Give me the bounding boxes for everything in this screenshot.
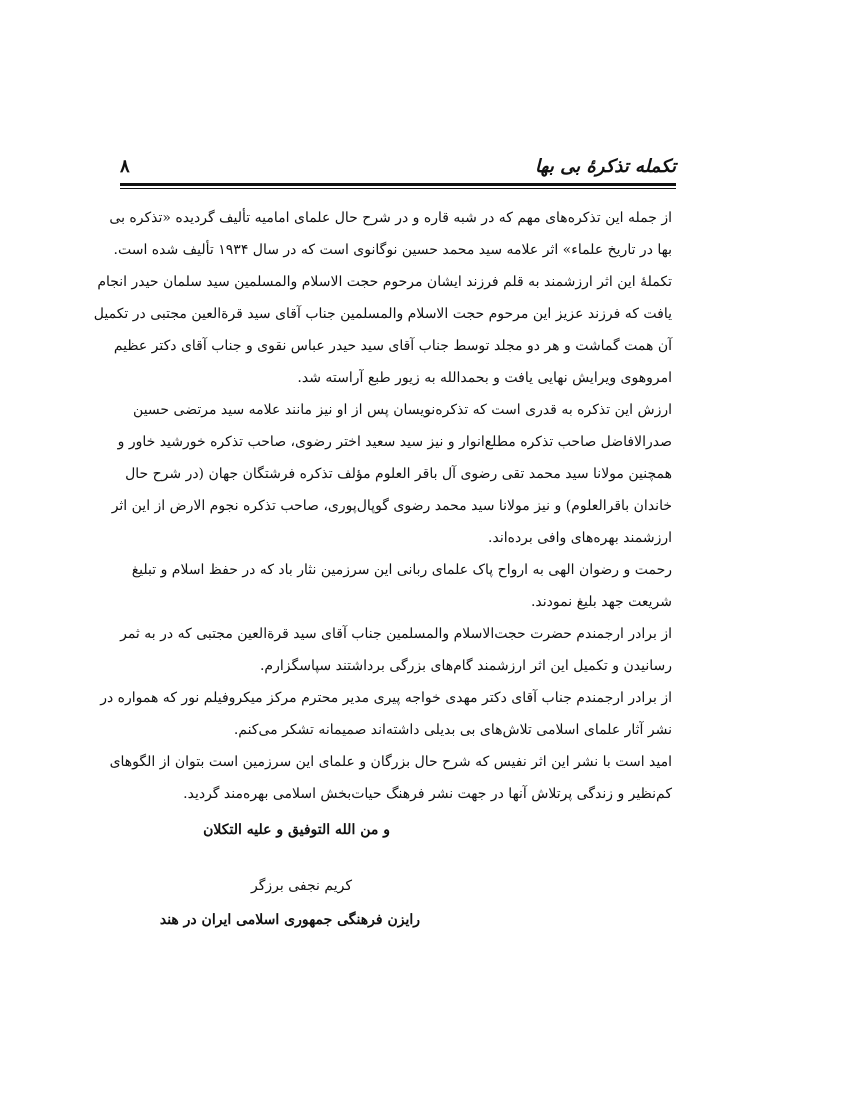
paragraph [109, 714, 672, 778]
body-text [93, 202, 672, 810]
text-line: صدرالافاضل صاحب تذکره مطلع‌انوار و نیز سید سعید اختر رضوی، صاحب تذکره خورشید خاور و [117, 434, 672, 450]
text-line: نشر آثار علمای اسلامی تلاش‌های بی بدیلی داشته‌اند صمیمانه تشکر می‌کنم. [233, 722, 672, 738]
page-header [120, 156, 676, 184]
text-line: ارزشمند بهره‌های وافی برده‌اند. [488, 530, 672, 546]
paragraph [93, 266, 672, 426]
closing-line: و من الله التوفیق و علیه التکلان [203, 822, 390, 838]
text-line: از برادر ارجمندم جناب آقای دکتر مهدی خواجه پیری مدیر محترم مرکز میکروفیلم نور که همواره در [100, 690, 672, 706]
text-line: همچنین مولانا سید محمد تقی رضوی آل باقر العلوم مؤلف تذکره فرشتگان جهان (در شرح حال [125, 466, 672, 482]
text-line: کم‌نظیر و زندگی پرتلاش آنها در جهت نشر فرهنگ حیات‌بخش اسلامی بهره‌مند گردید. [183, 786, 672, 802]
paragraph [111, 426, 672, 586]
paragraph [138, 778, 672, 810]
signature-name: کریم نجفی برزگر [251, 878, 352, 894]
header-rule-thick [120, 183, 676, 186]
running-title: تکمله تذکرهٔ بی بها [535, 156, 676, 177]
paragraph [100, 650, 672, 714]
text-line: رحمت و رضوان الهی به ارواح پاک علمای ربانی این سرزمین نثار باد که در حفظ اسلام و تبلیغ [131, 562, 672, 578]
text-line: امروهوی ویرایش نهایی یافت و بحمدالله به زیور طبع آراسته شد. [297, 370, 672, 386]
text-line: یافت که فرزند عزیز این مرحوم حجت الاسلام والمسلمین جناب آقای سید قرةالعین مجتبی در تکمیل [93, 306, 672, 322]
text-line: شریعت جهد بلیغ نمودند. [530, 594, 672, 610]
text-line: خاندان باقرالعلوم) و نیز مولانا سید محمد رضوی گوپال‌پوری، صاحب تذکره نجوم الارض از این اثر [111, 498, 672, 514]
paragraph [120, 586, 672, 650]
text-line: بها در تاریخ علماء» اثر علامه سید محمد حسین نوگانوی است که در سال ۱۹۳۴ تألیف شده است. [113, 242, 672, 258]
text-line: رسانیدن و تکمیل این اثر ارزشمند گام‌های بزرگی برداشتند سپاسگزارم. [259, 658, 672, 674]
text-line: امید است با نشر این اثر نفیس که شرح حال بزرگان و علمای این سرزمین است بتوان از الگوهای [109, 754, 672, 770]
text-line: از برادر ارجمندم حضرت حجت‌الاسلام والمسلمین جناب آقای سید قرةالعین مجتبی که در به ثمر [120, 626, 672, 642]
text-line: از جمله این تذکره‌های مهم که در شبه قاره و در شرح حال علمای امامیه تألیف گردیده «تذکره بی [109, 210, 672, 226]
text-line: تکملهٔ این اثر ارزشمند به قلم فرزند ایشان مرحوم حجت الاسلام والمسلمین سید سلمان حیدر انجام [97, 274, 672, 290]
text-line: آن همت گماشت و هر دو مجلد توسط جناب آقای سید حیدر عباس نقوی و جناب آقای دکتر عظیم [113, 338, 672, 354]
signature-title: رایزن فرهنگی جمهوری اسلامی ایران در هند [159, 912, 420, 928]
page-number: ۸ [120, 156, 130, 177]
text-line: ارزش این تذکره به قدری است که تذکره‌نویسان پس از او نیز مانند علامه سید مرتضی حسین [133, 402, 672, 418]
paragraph [109, 202, 672, 266]
header-rule-thin [120, 188, 676, 189]
